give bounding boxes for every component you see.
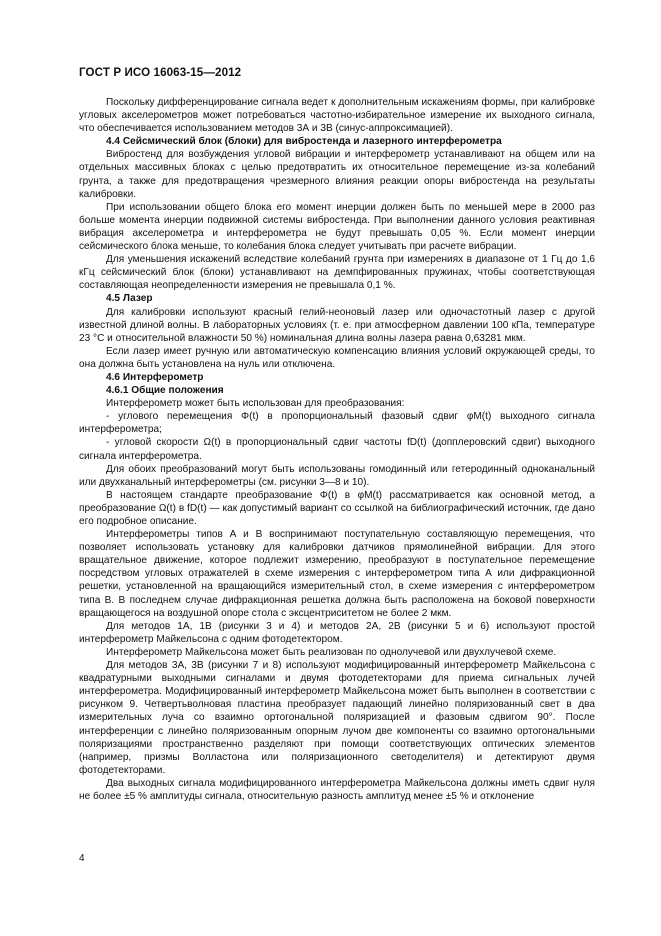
- paragraph: При использовании общего блока его момент инерции должен быть по меньшей мере в 2000 раз больше момента инерции подвижной системы вибростенда. При выполнении данного условия реактивная вибрация акселерометра и интерферометра не будут превышать 0,05 %. Если момент инерции сейсмического блока меньше, то колебания блока следует учитывать при расчете вибрации.: [79, 201, 595, 253]
- section-heading-4-5: 4.5 Лазер: [106, 293, 153, 305]
- paragraph: Для калибровки используют красный гелий-неоновый лазер или одночастотный лазер с другой известной длиной волны. В лабораторных условиях (т. е. при атмосферном давлении 100 кПа, температуре 23 °С и относительной влажности 50 %) номинальная длина волны лазера равна 0,63281 мкм.: [79, 306, 595, 344]
- body-text: [79, 96, 595, 803]
- list-item: - угловой скорости Ω(t) в пропорциональный сдвиг частоты fD(t) (допплеровский сдвиг) выходного сигнала интерферометра.: [79, 437, 595, 462]
- paragraph: В настоящем стандарте преобразование Φ(t) в φM(t) рассматривается как основной метод, а преобразование Ω(t) в fD(t) — как допустимый вариант со ссылкой на библиографический источник, где дано его подробное описание.: [79, 489, 595, 527]
- paragraph: Два выходных сигнала модифицированного интерферометра Майкельсона должны иметь сдвиг нуля не более ±5 % амплитуды сигнала, относительную разность амплитуд менее ±5 % и отклонение: [79, 777, 595, 802]
- paragraph: Для уменьшения искажений вследствие колебаний грунта при измерениях в диапазоне от 1 Гц до 1,6 кГц сейсмический блок (блоки) устанавливают на демпфированных пружинах, чтобы соответствующая составляющая неопределенности измерения не превышала 0,1 %.: [79, 254, 595, 292]
- paragraph: Для методов 1А, 1В (рисунки 3 и 4) и методов 2А, 2В (рисунки 5 и 6) используют простой интерферометр Майкельсона с одним фотодетектором.: [79, 620, 595, 645]
- page-number: 4: [79, 853, 85, 864]
- document-header: ГОСТ Р ИСО 16063-15—2012: [79, 66, 242, 79]
- paragraph: Для методов 3А, 3В (рисунки 7 и 8) используют модифицированный интерферометр Майкельсона с квадратурными выходными сигналами и двумя фотодетекторами для приема сигнальных лучей интерферометра. Модифицированный интерферометр Майкельсона может быть выполнен в соответствии с рисунком 9. Четвертьволновая пластина преобразует падающий линейно поляризованный свет в два измерительных луча со взаимно ортогональной поляризацией и фазовым сдвигом 90°. После интерференции с линейно поляризованным опорным лучом две компоненты со взаимно ортогональными поляризациями пространственно разделяют при помощи соответствующих оптических элементов (например, призмы Волластона или поляризационного светоделителя) и детектируют двумя фотодетекторами.: [79, 660, 595, 776]
- paragraph: Вибростенд для возбуждения угловой вибрации и интерферометр устанавливают на общем или на отдельных массивных блоках с целью предотвратить их относительное перемещение из-за колебаний грунта, а также для предотвращения чрезмерного влияния реакции опоры вибростенда на результаты калибровки.: [79, 149, 595, 200]
- section-heading-4-6: 4.6 Интерферометр: [106, 371, 204, 383]
- paragraph: Интерферометр Майкельсона может быть реализован по однолучевой или двухлучевой схеме.: [106, 646, 557, 658]
- section-heading-4-4: 4.4 Сейсмический блок (блоки) для вибростенда и лазерного интерферометра: [106, 136, 502, 148]
- paragraph: Если лазер имеет ручную или автоматическую компенсацию влияния условий окружающей среды, то она должна быть установлена на нуль или отключена.: [79, 345, 595, 370]
- section-heading-4-6-1: 4.6.1 Общие положения: [106, 385, 224, 397]
- paragraph: Для обоих преобразований могут быть использованы гомодинный или гетеродинный одноканальный или двухканальный интерферометры (см. рисунки 3—8 и 10).: [79, 463, 595, 488]
- list-item: - углового перемещения Φ(t) в пропорциональный фазовый сдвиг φM(t) выходного сигнала интерферометра;: [79, 411, 595, 436]
- paragraph: Интерферометры типов А и В воспринимают поступательную составляющую перемещения, что позволяет использовать установку для калибровки датчиков прямолинейной вибрации. Для этого вращательное движение, которое подлежит измерению, преобразуют в поступательное перемещение посредством угловых отражателей в схеме измерения с интерферометром типа А или дифракционной решетки, установленной на вращающийся измерительный стол, в схеме измерения с интерферометром типа В. В последнем случае дифракционная решетка должна быть расположена на боковой поверхности вращающегося на воздушной опоре стола с эксцентриситетом не более 2 мкм.: [79, 529, 595, 619]
- paragraph: Интерферометр может быть использован для преобразования:: [106, 398, 405, 410]
- paragraph: Поскольку дифференцирование сигнала ведет к дополнительным искажениям формы, при калибровке угловых акселерометров может потребоваться частотно-избирательное измерение их выходного сигнала, что обеспечивается использованием методов 3А и 3В (синус-аппроксимацией).: [79, 97, 595, 135]
